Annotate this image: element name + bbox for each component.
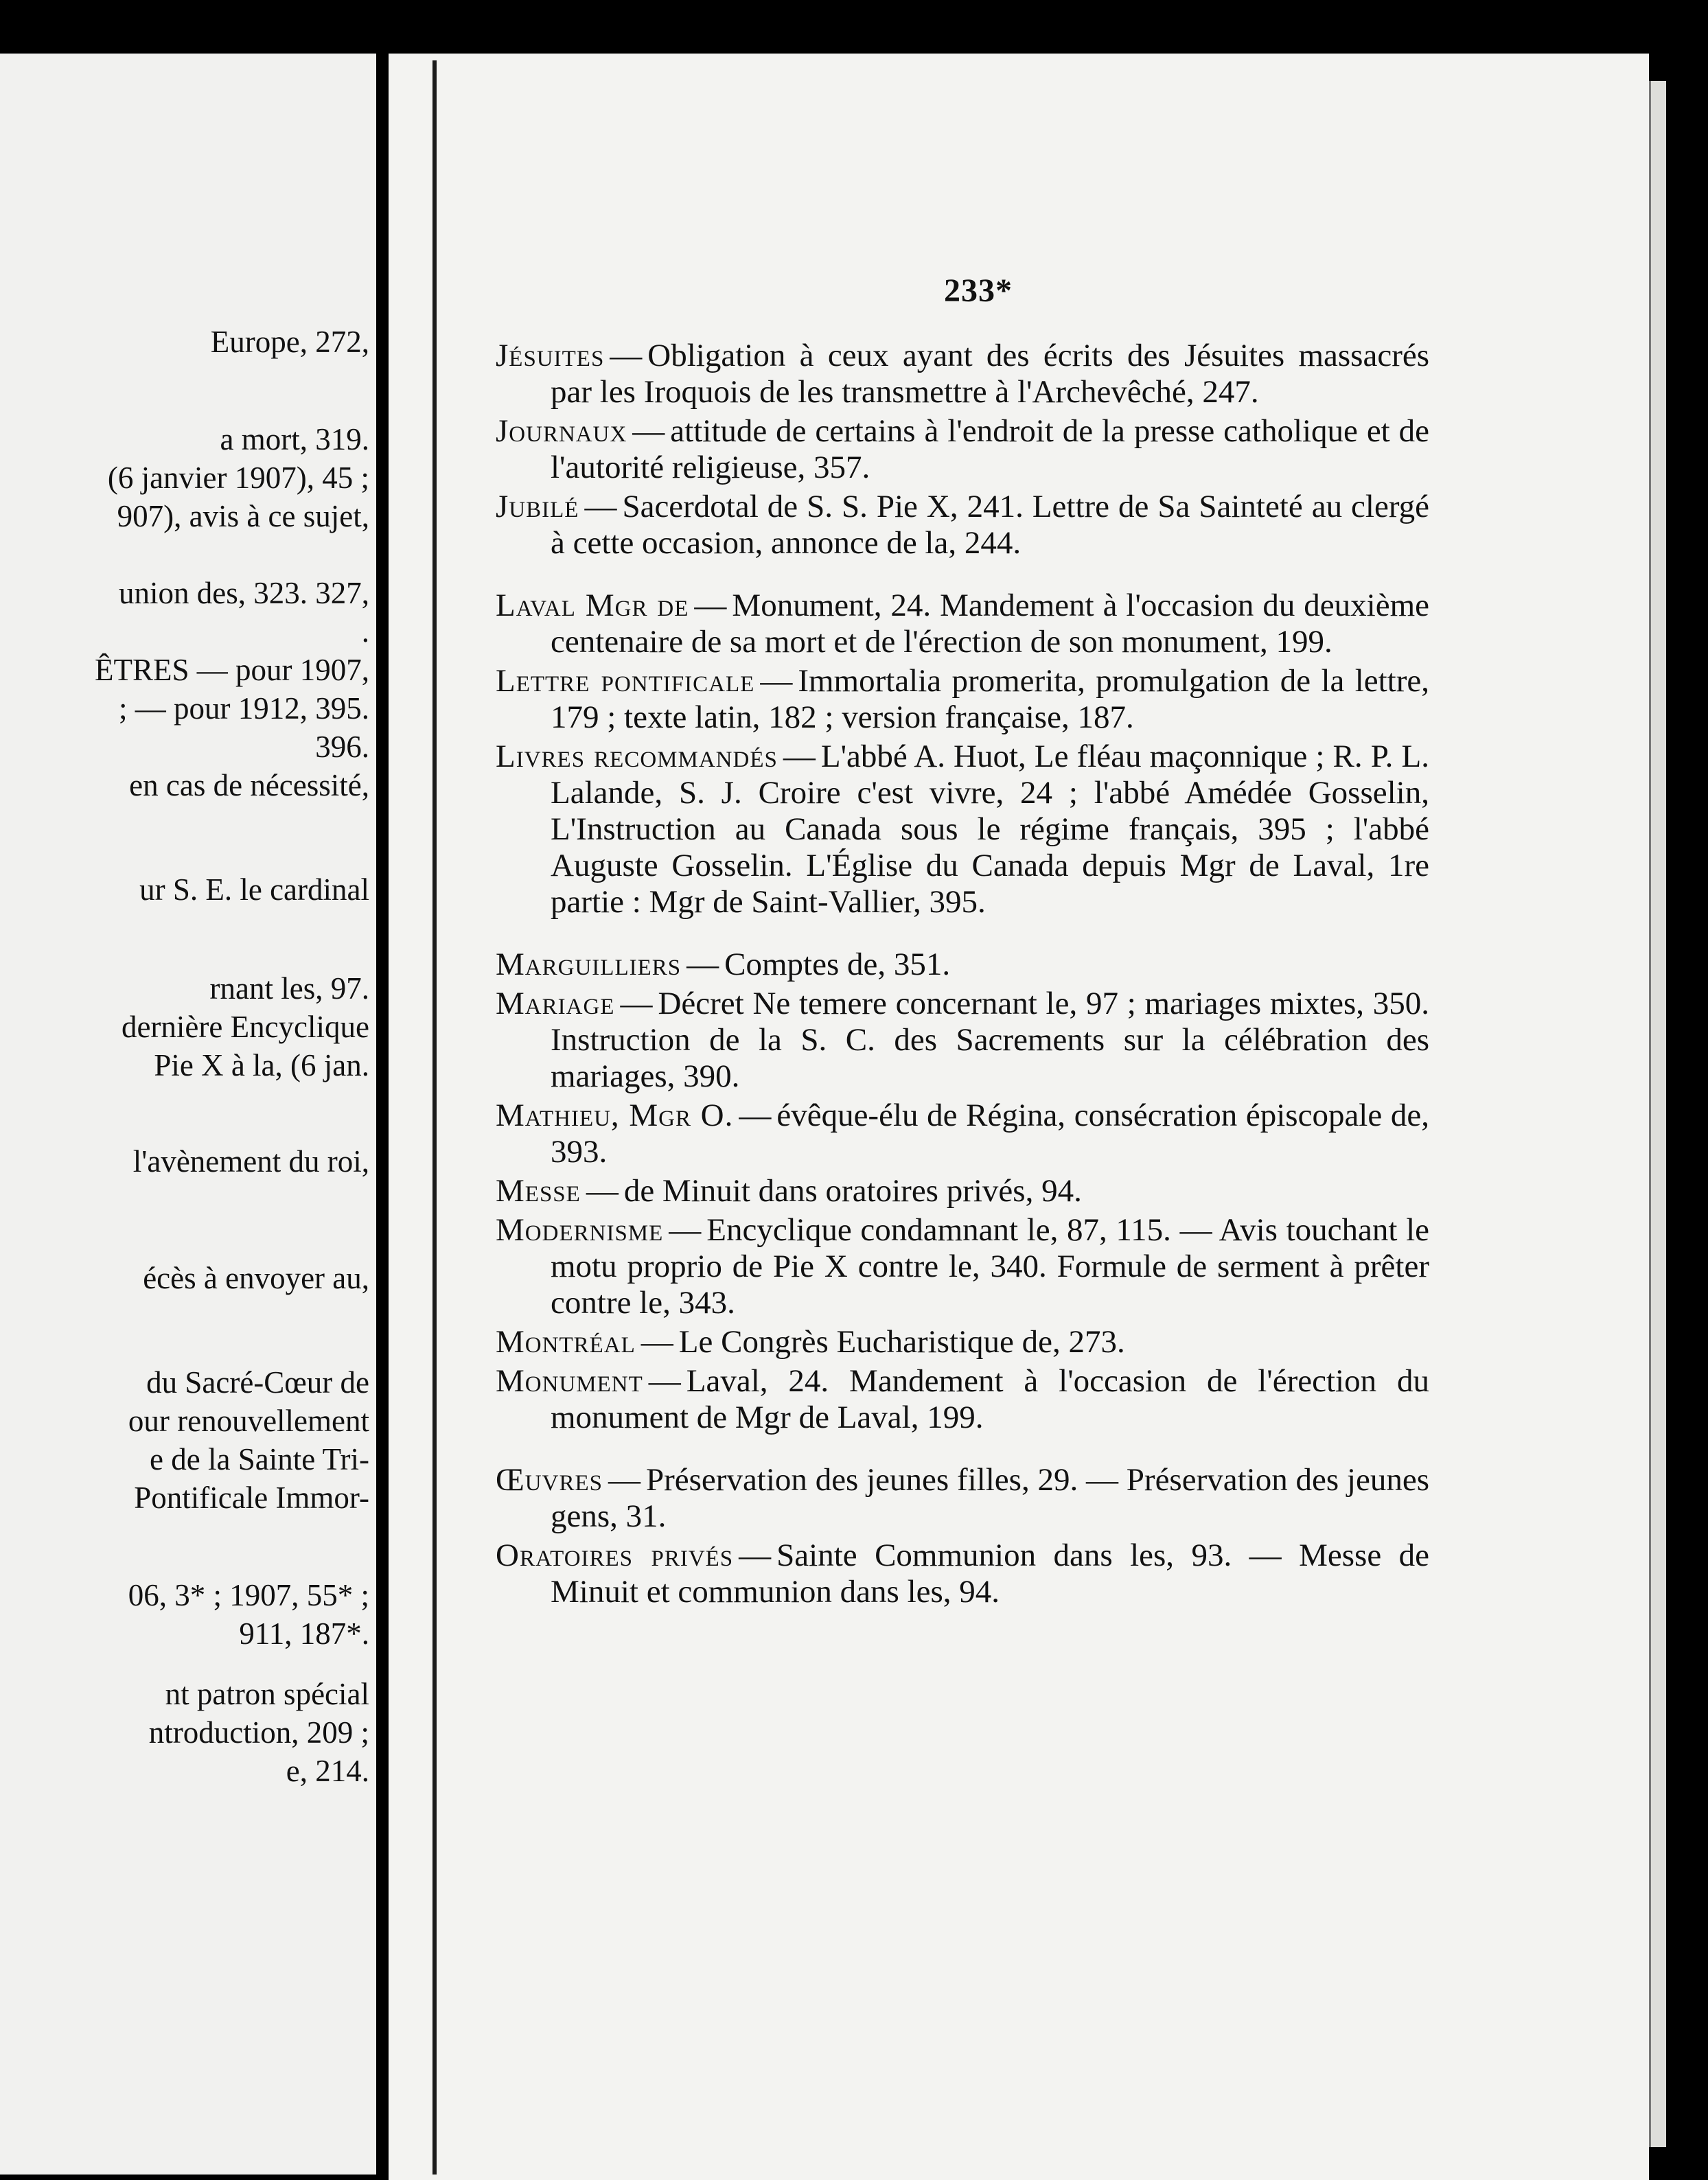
left-line: union des, 323. 327, (119, 576, 369, 610)
gutter-line (432, 60, 437, 2175)
entry-text: Le Congrès Eucharistique de, 273. (678, 1324, 1125, 1360)
left-line: 06, 3* ; 1907, 55* ; (128, 1578, 369, 1612)
index-entry: Mariage — Décret Ne temere concernant le, 97 ; mariages mixtes, 350. Instruction de la S. C. des Sacrements sur la célébration des mariages, 390. (496, 986, 1429, 1094)
index-entry: Lettre pontificale — Immortalia promerita, promulgation de la lettre, 179 ; texte latin, 182 ; version française, 187. (496, 663, 1430, 735)
left-page-fragment (0, 54, 376, 2175)
entry-text: Obligation à ceux ayant des écrits des Jésuites massacrés par les Iroquois de les transmettre à l'Archevêché, 247. (551, 338, 1429, 410)
index-entry: Livres recommandés — L'abbé A. Huot, Le fléau maçonnique ; R. P. L. Lalande, S. J. Croire c'est vivre, 24 ; l'abbé Amédée Gosselin, L'Instruction au Canada sous le régime français, 395 ; l'abbé Auguste Gosselin. L'Église du Canada depuis Mgr de Laval, 1re partie : Mgr de Saint-Vallier, 395. (496, 739, 1429, 920)
left-line: dernière Encyclique (121, 1010, 369, 1044)
index-entry: Laval Mgr de — Monument, 24. Mandement à l'occasion du deuxième centenaire de sa mort et de l'érection de son monument, 199. (496, 588, 1429, 660)
entry-heading: Modernisme (496, 1212, 664, 1248)
entry-text: Sacerdotal de S. S. Pie X, 241. Lettre de Sa Sainteté au clergé à cette occasion, annonce de la, 244. (551, 489, 1429, 561)
index-entry: Jésuites — Obligation à ceux ayant des écrits des Jésuites massacrés par les Iroquois de les transmettre à l'Archevêché, 247. (496, 338, 1429, 410)
left-line: ur S. E. le cardinal (139, 872, 369, 907)
entry-text: Comptes de, 351. (724, 947, 951, 982)
page-edge (1649, 81, 1666, 2147)
left-line: Europe, 272, (210, 325, 369, 359)
entry-text: Préservation des jeunes filles, 29. — Préservation des jeunes gens, 31. (551, 1462, 1429, 1534)
left-line: Pie X à la, (6 jan. (154, 1048, 369, 1082)
index-entries (496, 338, 1429, 1613)
entry-text: Monument, 24. Mandement à l'occasion du deuxième centenaire de sa mort et de l'érection de son monument, 199. (551, 588, 1429, 660)
left-line: ntroduction, 209 ; (148, 1715, 369, 1750)
left-line: nt patron spécial (165, 1677, 369, 1711)
left-line: Pontificale Immor- (134, 1481, 369, 1515)
entry-heading: Lettre pontificale (496, 663, 755, 699)
entry-text: de Minuit dans oratoires privés, 94. (623, 1173, 1082, 1209)
left-line: 396. (315, 730, 369, 764)
entry-heading: Marguilliers (496, 947, 682, 982)
left-line: ; — pour 1912, 395. (119, 691, 369, 726)
page-number: 233* (944, 272, 1013, 309)
left-line: (6 janvier 1907), 45 ; (107, 461, 369, 495)
entry-text: Laval, 24. Mandement à l'occasion de l'érection du monument de Mgr de Laval, 199. (551, 1363, 1429, 1435)
entry-heading: Jésuites (496, 338, 605, 373)
index-entry: Jubilé — Sacerdotal de S. S. Pie X, 241. Lettre de Sa Sainteté au clergé à cette occasion, annonce de la, 244. (496, 489, 1429, 561)
entry-heading: Oratoires privés (496, 1538, 734, 1573)
index-entry: Monument — Laval, 24. Mandement à l'occasion de l'érection du monument de Mgr de Laval, 199. (496, 1363, 1429, 1435)
entry-text: L'abbé A. Huot, Le fléau maçonnique ; R. P. L. Lalande, S. J. Croire c'est vivre, 24 ; l'abbé Amédée Gosselin, L'Instruction au Canada sous le régime français, 395 ; l'abbé Auguste Gosselin. L'Église du Canada depuis Mgr de Laval, 1re partie : Mgr de Saint-Vallier, 395. (551, 739, 1429, 920)
index-entry: Montréal — Le Congrès Eucharistique de, 273. (496, 1324, 1125, 1360)
left-line: en cas de nécessité, (129, 768, 369, 802)
entry-text: attitude de certains à l'endroit de la presse catholique et de l'autorité religieuse, 357. (551, 413, 1429, 485)
index-entry: Mathieu, Mgr O. — évêque-élu de Régina, consécration épiscopale de, 393. (496, 1098, 1430, 1170)
left-line: e, 214. (286, 1754, 369, 1788)
entry-heading: Montréal (496, 1324, 636, 1360)
left-line: ÊTRES — pour 1907, (95, 653, 369, 687)
left-line: rnant les, 97. (209, 971, 369, 1006)
index-entry: Modernisme — Encyclique condamnant le, 87, 115. — Avis touchant le motu proprio de Pie X contre le, 340. Formule de serment à prêter contre le, 343. (496, 1212, 1429, 1321)
left-line: e de la Sainte Tri- (150, 1442, 369, 1476)
index-entry: Marguilliers — Comptes de, 351. (496, 947, 951, 982)
entry-heading: Jubilé (496, 489, 579, 524)
index-entry: Messe — de Minuit dans oratoires privés, 94. (496, 1173, 1082, 1209)
entry-heading: Journaux (496, 413, 627, 449)
left-line: 911, 187*. (239, 1616, 369, 1651)
entry-heading: Œuvres (496, 1462, 603, 1498)
entry-text: Encyclique condamnant le, 87, 115. — Avis touchant le motu proprio de Pie X contre le, 340. Formule de serment à prêter contre le, 343. (551, 1212, 1429, 1321)
entry-heading: Messe (496, 1173, 581, 1209)
entry-heading: Mariage (496, 986, 615, 1021)
index-entry: Journaux — attitude de certains à l'endroit de la presse catholique et de l'autorité religieuse, 357. (496, 413, 1429, 485)
entry-text: Décret Ne temere concernant le, 97 ; mariages mixtes, 350. Instruction de la S. C. des Sacrements sur la célébration des mariages, 390. (551, 986, 1429, 1094)
left-line: a mort, 319. (220, 422, 369, 456)
left-line: 907), avis à ce sujet, (117, 499, 369, 533)
entry-heading: Laval Mgr de (496, 588, 689, 623)
left-line: our renouvellement (128, 1404, 369, 1438)
index-entry: Œuvres — Préservation des jeunes filles, 29. — Préservation des jeunes gens, 31. (496, 1462, 1429, 1534)
left-line: écès à envoyer au, (143, 1261, 369, 1295)
left-line: l'avènement du roi, (132, 1144, 369, 1179)
entry-heading: Livres recommandés (496, 739, 778, 774)
entry-heading: Mathieu, Mgr O. (496, 1098, 734, 1133)
entry-text: Immortalia promerita, promulgation de la lettre, 179 ; texte latin, 182 ; version française, 187. (551, 663, 1430, 735)
index-entry: Oratoires privés — Sainte Communion dans les, 93. — Messe de Minuit et communion dans les, 94. (496, 1538, 1429, 1610)
entry-text: Sainte Communion dans les, 93. — Messe de Minuit et communion dans les, 94. (551, 1538, 1429, 1610)
left-line: . (361, 614, 369, 649)
entry-heading: Monument (496, 1363, 643, 1399)
entry-text: évêque-élu de Régina, consécration épiscopale de, 393. (551, 1098, 1430, 1170)
left-line: du Sacré-Cœur de (146, 1365, 369, 1400)
